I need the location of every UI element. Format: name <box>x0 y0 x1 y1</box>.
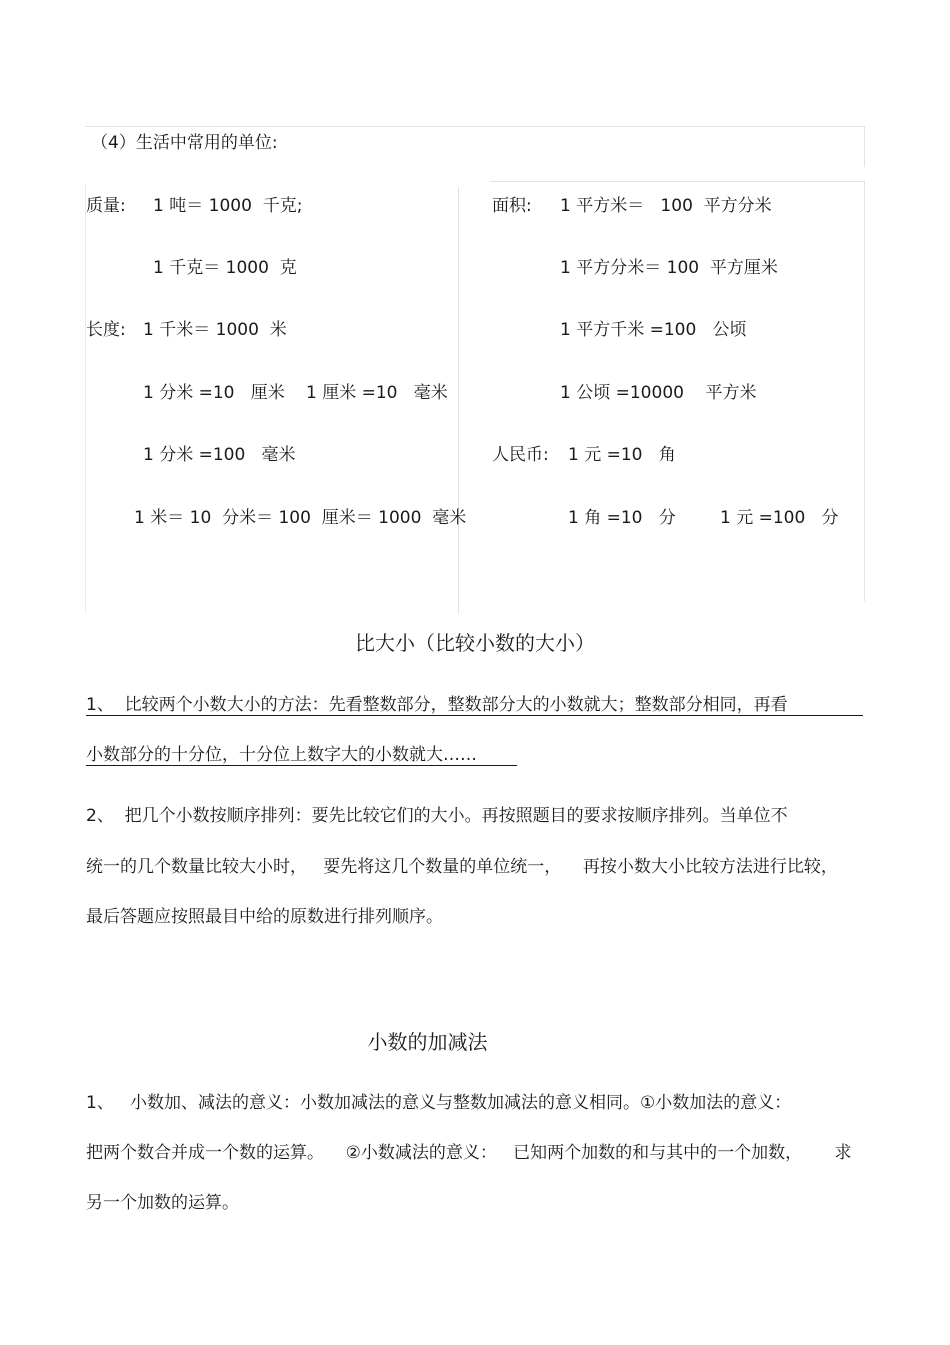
compare-item-2-line-2: 统一的几个数量比较大小时， 要先将这几个数量的单位统一， 再按小数大小比较方法进行比较， <box>86 857 838 877</box>
area-line-1: 1 平方米＝ 100 平方分米 <box>560 196 772 216</box>
length-line-1: 1 千米＝ 1000 米 <box>143 320 287 340</box>
compare-item-1-line-2: 小数部分的十分位，十分位上数字大的小数就大…… <box>86 745 477 765</box>
units-table-middle-border <box>458 187 459 614</box>
compare-section-title: 比大小（比较小数的大小） <box>355 631 595 655</box>
length-line-2a: 1 分米 =10 厘米 <box>143 383 285 403</box>
currency-line-2a: 1 角 =10 分 <box>568 508 676 528</box>
currency-line-2b: 1 元 =100 分 <box>720 508 839 528</box>
compare-item-2-line-1: 2、 把几个小数按顺序排列：要先比较它们的大小。再按照题目的要求按顺序排列。当单位不 <box>86 806 788 826</box>
compare-item-2-line-3: 最后答题应按照最目中给的原数进行排列顺序。 <box>86 907 443 927</box>
addsub-section-title: 小数的加减法 <box>367 1030 488 1054</box>
area-line-3: 1 平方千米 =100 公顷 <box>560 320 747 340</box>
area-label: 面积: <box>492 196 532 216</box>
units-section-title: （4）生活中常用的单位: <box>91 133 278 153</box>
addsub-item-1-line-2: 把两个数合并成一个数的运算。 ②小数减法的意义： 已知两个加数的和与其中的一个加数， 求 <box>86 1143 852 1163</box>
units-table-left-border <box>85 184 86 614</box>
compare-item-1-underline-1 <box>86 715 863 716</box>
mass-label: 质量: <box>86 196 126 216</box>
currency-label: 人民币: <box>492 445 549 465</box>
length-line-2b: 1 厘米 =10 毫米 <box>306 383 448 403</box>
addsub-item-1-line-3: 另一个加数的运算。 <box>86 1193 239 1213</box>
compare-item-1-line-1: 1、 比较两个小数大小的方法：先看整数部分，整数部分大的小数就大；整数部分相同，再看 <box>86 695 788 715</box>
mass-line-1: 1 吨＝ 1000 千克; <box>153 196 303 216</box>
area-line-4: 1 公顷 =10000 平方米 <box>560 383 757 403</box>
length-label: 长度: <box>86 320 126 340</box>
compare-item-1-underline-2 <box>86 765 517 766</box>
addsub-item-1-line-1: 1、 小数加、减法的意义：小数加减法的意义与整数加减法的意义相同。①小数加法的意义： <box>86 1093 792 1113</box>
currency-line-1: 1 元 =10 角 <box>568 445 676 465</box>
length-line-4: 1 米＝ 10 分米＝ 100 厘米＝ 1000 毫米 <box>134 508 467 528</box>
units-table-right-top-border <box>490 181 865 182</box>
mass-line-2: 1 千克＝ 1000 克 <box>153 258 297 278</box>
units-table-right-border <box>864 181 865 601</box>
area-line-2: 1 平方分米＝ 100 平方厘米 <box>560 258 778 278</box>
length-line-3: 1 分米 =100 毫米 <box>143 445 296 465</box>
